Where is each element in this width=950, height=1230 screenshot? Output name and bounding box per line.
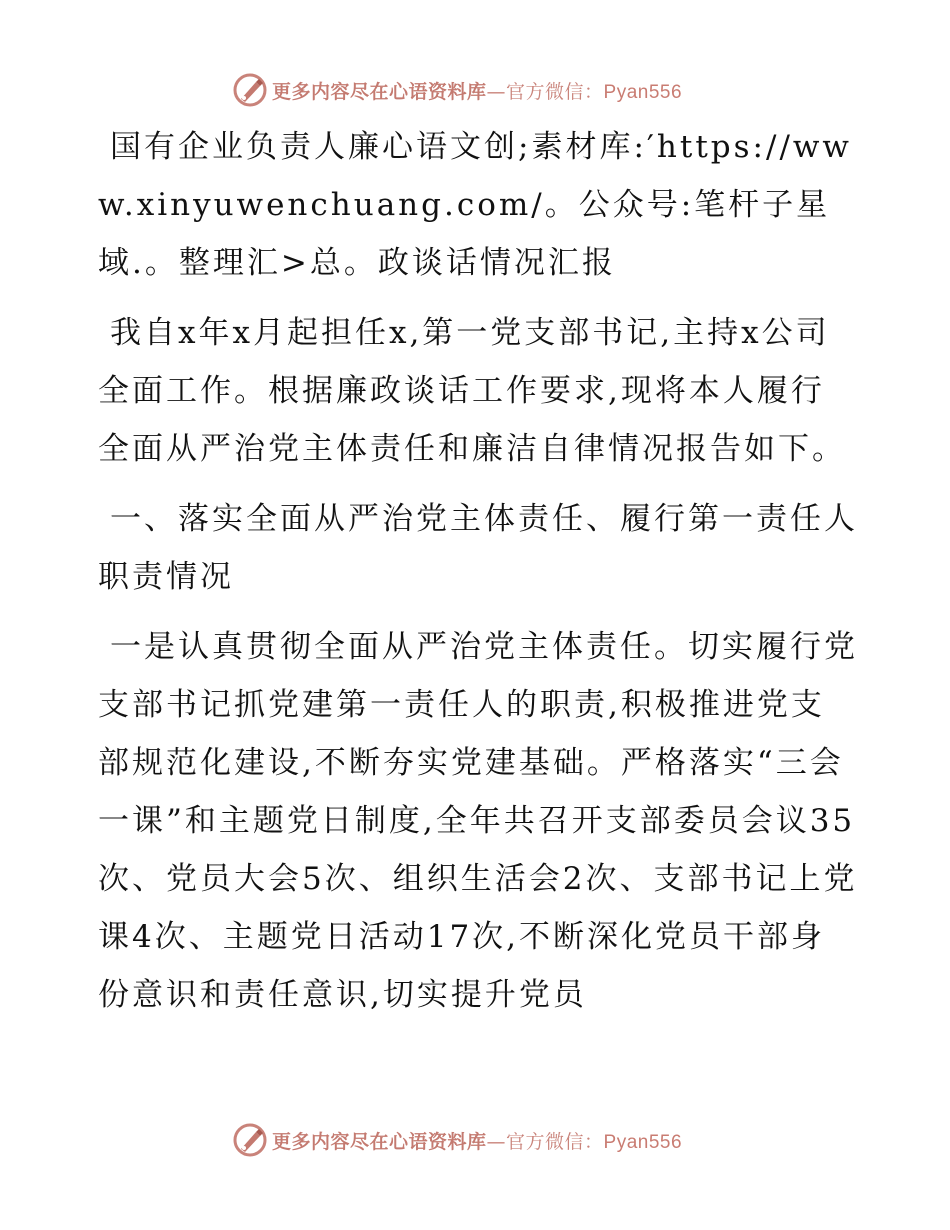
document-body bbox=[98, 118, 858, 1036]
footer-watermark bbox=[232, 1120, 752, 1160]
section-heading: 一、落实全面从严治党主体责任、履行第一责任人职责情况 bbox=[98, 501, 858, 595]
pen-seal-icon bbox=[232, 1122, 268, 1158]
title-paragraph: 国有企业负责人廉心语文创;素材库:′https://www.xinyuwenchuang.com/。公众号:笔杆子星域.。整理汇>总。政谈话情况汇报 bbox=[98, 129, 852, 281]
intro-paragraph: 我自x年x月起担任x,第一党支部书记,主持x公司全面工作。根据廉政谈话工作要求,现将本人履行全面从严治党主体责任和廉洁自律情况报告如下。 bbox=[98, 315, 846, 467]
watermark-text: 更多内容尽在心语资料库—官方微信：Pyan556 bbox=[272, 1130, 683, 1153]
watermark-text: 更多内容尽在心语资料库—官方微信：Pyan556 bbox=[272, 80, 683, 103]
body-paragraph: 一是认真贯彻全面从严治党主体责任。切实履行党支部书记抓党建第一责任人的职责,积极推进党支部规范化建设,不断夯实党建基础。严格落实“三会一课”和主题党日制度,全年共召开支部委员会议35次、党员大会5次、组织生活会2次、支部书记上党课4次、主题党日活动17次,不断深化党员干部身份意识和责任意识,切实提升党员 bbox=[98, 629, 858, 1013]
header-watermark bbox=[232, 70, 752, 110]
pen-seal-icon bbox=[232, 72, 268, 108]
